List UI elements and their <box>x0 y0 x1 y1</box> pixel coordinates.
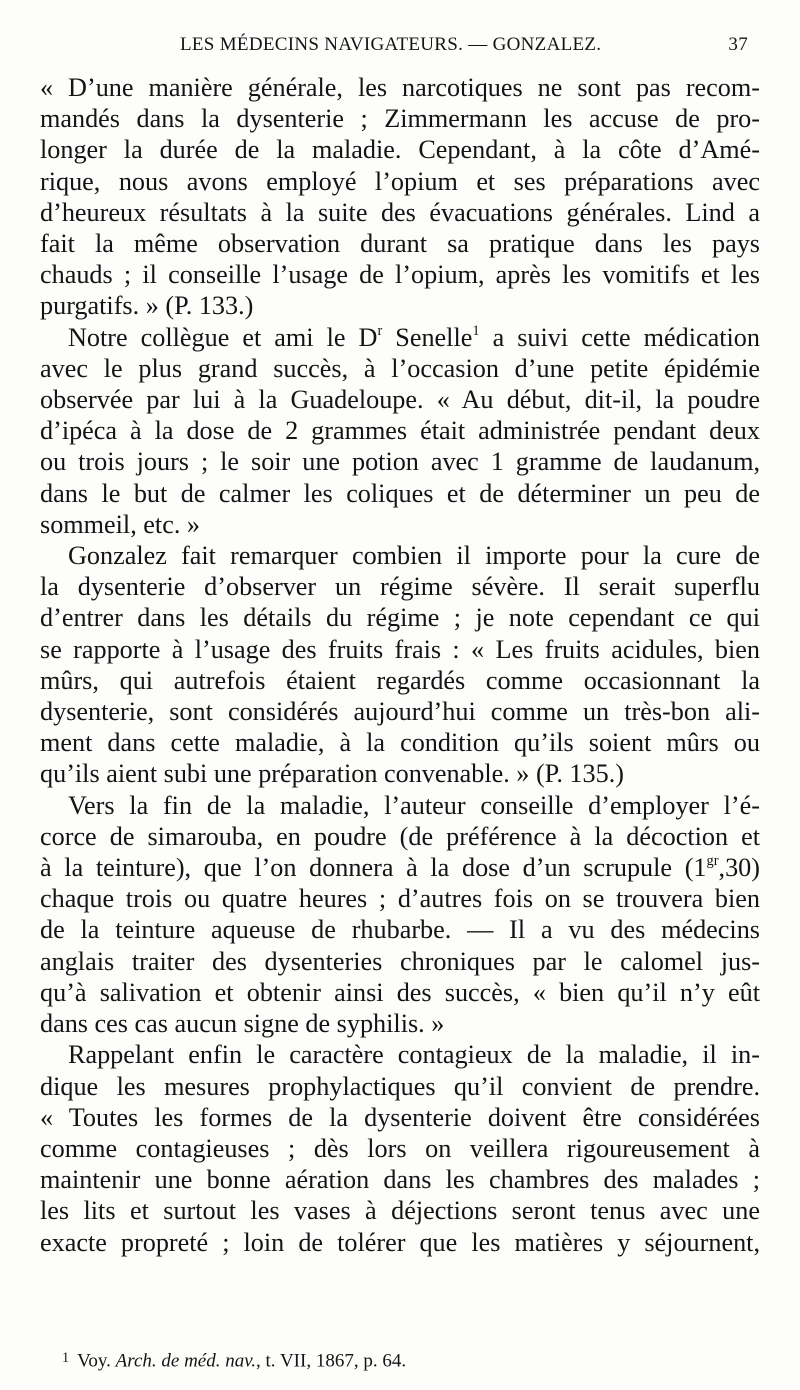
text-line: de la teinture aqueuse de rhubarbe. — Il a vu des médecins <box>40 915 760 945</box>
text-line: d’entrer dans les détails du régime ; je note cependant ce qui <box>40 603 760 633</box>
text-line: sommeil, etc. » <box>40 509 201 539</box>
text-fragment: ,30) <box>718 853 760 883</box>
footnote-citation: , t. VII, 1867, p. 64. <box>256 1350 407 1372</box>
text-line: Rappelant enfin le caractère contagieux de la maladie, il in- <box>68 1040 760 1070</box>
text-line: exacte propreté ; loin de tolérer que les matières y séjournent, <box>40 1227 760 1257</box>
text-line: les lits et surtout les vases à déjections seront tenus avec une <box>40 1196 760 1226</box>
footnote-journal: Arch. de méd. nav. <box>115 1350 257 1372</box>
text-line: qu’à salivation et obtenir ainsi des succès, « bien qu’il n’y eût <box>40 977 760 1007</box>
text-line: fait la même observation durant sa pratique dans les pays <box>40 229 760 259</box>
text-line: dysenterie, sont considérés aujourd’hui comme un très-bon ali- <box>40 697 760 727</box>
body-text <box>40 72 760 1258</box>
text-line-with-superscript <box>40 852 760 883</box>
text-line-with-note <box>40 322 760 353</box>
text-line: dans le but de calmer les coliques et de déterminer un peu de <box>40 478 760 508</box>
text-line: « D’une manière générale, les narcotiques ne sont pas recom- <box>40 73 760 102</box>
text-line: avec le plus grand succès, à l’occasion d’une petite épidémie <box>40 353 760 383</box>
superscript: r <box>377 322 383 339</box>
text-line: « Toutes les formes de la dysenterie doivent être considérées <box>40 1102 760 1132</box>
text-line: d’ipéca à la dose de 2 grammes était administrée pendant deux <box>40 416 760 446</box>
text-line: ment dans cette maladie, à la condition qu’ils soient mûrs ou <box>40 728 760 758</box>
text-line: mûrs, qui autrefois étaient regardés comme occasionnant la <box>40 665 760 695</box>
text-line: corce de simarouba, en poudre (de préférence à la décoction et <box>40 821 760 851</box>
text-line: dans ces cas aucun signe de syphilis. » <box>40 1009 445 1039</box>
text-line: Gonzalez fait remarquer combien il importe pour la cure de <box>68 541 760 571</box>
text-fragment: à la teinture), que l’on donnera à la dose d’un scrupule (1 <box>40 853 707 883</box>
text-line: qu’ils aient subi une préparation convenable. » (P. 135.) <box>40 759 624 789</box>
text-line: maintenir une bonne aération dans les chambres des malades ; <box>40 1165 760 1195</box>
footnote-prefix: Voy. <box>77 1350 116 1372</box>
text-line: la dysenterie d’observer un régime sévère. Il serait superflu <box>40 572 760 602</box>
text-line: observée par lui à la Guadeloupe. « Au début, dit-il, la poudre <box>40 385 760 415</box>
page-number: 37 <box>728 34 748 55</box>
text-line: comme contagieuses ; dès lors on veillera rigoureusement à <box>40 1133 760 1163</box>
text-line: longer la durée de la maladie. Cependant, à la côte d’Amé- <box>40 135 760 165</box>
footnote-mark: 1 <box>62 1350 70 1366</box>
running-title: LES MÉDECINS NAVIGATEURS. — GONZALEZ. <box>180 34 602 55</box>
text-line: chaque trois ou quatre heures ; d’autres fois on se trouvera bien <box>40 884 760 914</box>
text-line: ou trois jours ; le soir une potion avec 1 gramme de laudanum, <box>40 447 760 477</box>
running-head <box>40 34 760 60</box>
superscript: gr <box>706 853 719 870</box>
text-line: anglais traiter des dysenteries chroniques par le calomel jus- <box>40 946 760 976</box>
text-line: d’heureux résultats à la suite des évacuations générales. Lind a <box>40 197 760 227</box>
text-line: se rapporte à l’usage des fruits frais : « Les fruits acidules, bien <box>40 634 760 664</box>
text-line: purgatifs. » (P. 133.) <box>40 291 254 321</box>
text-fragment: Notre collègue et ami le D <box>68 322 378 352</box>
footnote <box>62 1346 762 1373</box>
text-line: Vers la fin de la maladie, l’auteur conseille d’employer l’é- <box>68 790 760 820</box>
text-fragment: Senelle <box>382 322 473 352</box>
text-line: rique, nous avons employé l’opium et ses préparations avec <box>40 166 760 196</box>
text-line: mandés dans la dysenterie ; Zimmermann les accuse de pro- <box>40 104 760 134</box>
footnote-reference[interactable]: 1 <box>472 322 480 339</box>
text-line: chauds ; il conseille l’usage de l’opium, après les vomitifs et les <box>40 260 760 290</box>
text-line: dique les mesures prophylactiques qu’il convient de prendre. <box>40 1071 760 1101</box>
text-fragment: a suivi cette médication <box>479 322 760 352</box>
